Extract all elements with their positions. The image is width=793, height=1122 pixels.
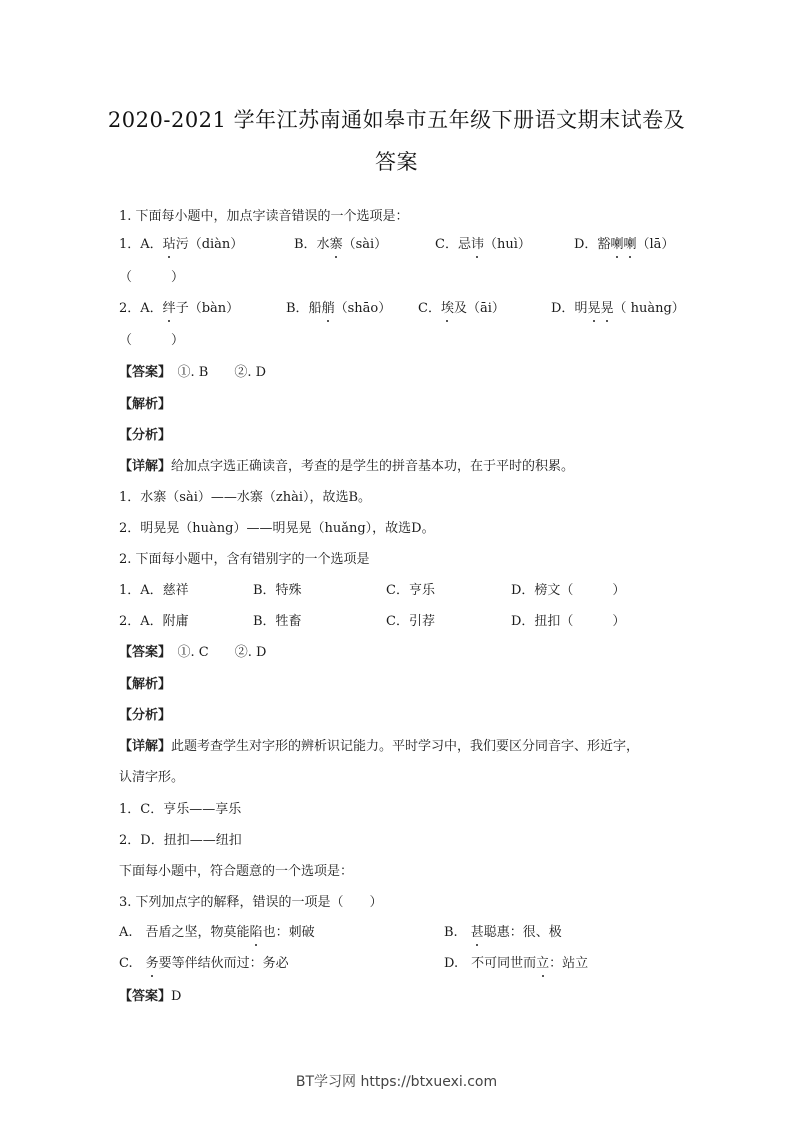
q3-option-c bbox=[119, 956, 289, 972]
q2-sub2-option-a: 2．A．附庸 bbox=[119, 614, 189, 629]
q1-sub1-prefix: 1．A． bbox=[119, 237, 163, 252]
q3-option-b bbox=[444, 925, 562, 941]
option-label: B． bbox=[286, 301, 309, 316]
fenxi-tag: 【分析】 bbox=[119, 428, 172, 443]
document-title-line1: 2020-2021 学年江苏南通如皋市五年级下册语文期末试卷及 bbox=[107, 108, 686, 132]
option-text: （ huàng） bbox=[613, 301, 685, 316]
q2-jiexi-heading bbox=[119, 677, 171, 693]
option-text: 船 bbox=[308, 301, 322, 316]
q1-sub1-option-a bbox=[119, 237, 243, 253]
q2-xiangjie bbox=[119, 739, 639, 755]
q1-explanation-1: 1．水寨（sài）——水寨（zhài），故选B。 bbox=[119, 490, 372, 505]
q2-sub2-option-c: C．引荐 bbox=[386, 614, 435, 629]
dotted-char: 甚 bbox=[470, 925, 484, 940]
q1-sub2-option-d bbox=[551, 301, 685, 317]
q3-answer bbox=[119, 989, 181, 1005]
q1-stem: 1. 下面每小题中，加点字读音错误的一个选项是： bbox=[119, 209, 409, 224]
q1-sub2-answer-blank: （ ） bbox=[119, 333, 185, 348]
q1-sub2-option-c bbox=[418, 301, 505, 317]
option-text: 水 bbox=[316, 237, 330, 252]
option-label: C． bbox=[418, 301, 441, 316]
option-label: D． bbox=[551, 301, 575, 316]
option-text: 污（diàn） bbox=[175, 237, 244, 252]
answer-tag: 【答案】 bbox=[119, 645, 165, 660]
dotted-char: 喇 bbox=[610, 237, 624, 252]
dotted-char: 陷 bbox=[249, 925, 263, 940]
jiexi-tag: 【解析】 bbox=[119, 677, 172, 692]
option-label: D. bbox=[444, 956, 472, 971]
fenxi-tag: 【分析】 bbox=[119, 708, 172, 723]
option-label: D． bbox=[574, 237, 598, 252]
option-text: 子（bàn） bbox=[175, 301, 240, 316]
option-text: （huì） bbox=[483, 237, 531, 252]
q2-sub1-option-a: 1．A．慈祥 bbox=[119, 583, 189, 598]
q3-option-d bbox=[444, 956, 588, 972]
q1-sub2-option-b bbox=[286, 301, 391, 317]
xiangjie-tag: 【详解】 bbox=[119, 459, 172, 474]
option-text: 聪惠：很、极 bbox=[483, 925, 562, 940]
dotted-char: 务 bbox=[145, 956, 159, 971]
q2-xiangjie-continued: 认清字形。 bbox=[119, 770, 185, 785]
q2-sub1-option-d: D．榜文（ ） bbox=[511, 583, 626, 598]
option-text: 也：刺破 bbox=[262, 925, 315, 940]
q2-sub2-option-d: D．扭扣（ ） bbox=[511, 614, 626, 629]
q1-sub2-option-a bbox=[119, 301, 239, 317]
q1-xiangjie bbox=[119, 459, 574, 475]
q3-intro: 下面每小题中，符合题意的一个选项是： bbox=[119, 864, 354, 879]
jiexi-tag: 【解析】 bbox=[119, 397, 172, 412]
dotted-char: 埃 bbox=[440, 301, 454, 316]
dotted-char: 绊 bbox=[162, 301, 176, 316]
dotted-char: 讳 bbox=[470, 237, 484, 252]
answer-tag: 【答案】 bbox=[119, 365, 165, 380]
dotted-char: 玷 bbox=[162, 237, 176, 252]
option-text: 明 bbox=[574, 301, 588, 316]
option-label: C. bbox=[119, 956, 146, 971]
q2-explanation-2: 2．D．扭扣——纽扣 bbox=[119, 833, 242, 848]
dotted-char: 艄 bbox=[321, 301, 335, 316]
option-text: 不可同世而 bbox=[471, 956, 537, 971]
option-label: B. bbox=[444, 925, 471, 940]
dotted-char: 寨 bbox=[329, 237, 343, 252]
xiangjie-tag: 【详解】 bbox=[119, 739, 172, 754]
option-text: （shāo） bbox=[334, 301, 392, 316]
q1-sub2-prefix: 2．A． bbox=[119, 301, 163, 316]
q2-fenxi-heading bbox=[119, 708, 171, 724]
option-text: 忌 bbox=[457, 237, 471, 252]
option-text: （sài） bbox=[342, 237, 388, 252]
option-text: 及（āi） bbox=[453, 301, 505, 316]
q1-sub1-option-c bbox=[435, 237, 531, 253]
q2-answer bbox=[119, 645, 266, 661]
option-text: 吾盾之坚，物莫能 bbox=[145, 925, 250, 940]
footer-watermark: BT学习网 https://btxuexi.com bbox=[295, 1074, 498, 1090]
q3-stem: 3. 下列加点字的解释，错误的一项是（ ） bbox=[119, 895, 383, 910]
option-text: （lā） bbox=[636, 237, 675, 252]
dotted-char: 晃 bbox=[600, 301, 614, 316]
q2-sub1-option-c: C．亨乐 bbox=[386, 583, 435, 598]
document-title-line2: 答案 bbox=[375, 150, 418, 174]
q3-option-a bbox=[119, 925, 315, 941]
dotted-char: 立 bbox=[536, 956, 550, 971]
xiangjie-text: 给加点字选正确读音，考查的是学生的拼音基本功，在于平时的积累。 bbox=[171, 459, 575, 474]
answer-value: ①. B ②. D bbox=[164, 365, 267, 380]
dotted-char: 晃 bbox=[587, 301, 601, 316]
option-label: C． bbox=[435, 237, 458, 252]
q1-sub1-option-d bbox=[574, 237, 674, 253]
q1-explanation-2: 2．明晃晃（huàng）——明晃晃（huǎng），故选D。 bbox=[119, 521, 435, 536]
option-text: ：站立 bbox=[549, 956, 589, 971]
q2-explanation-1: 1．C．亨乐——享乐 bbox=[119, 802, 242, 817]
q2-sub2-option-b: B．牲畜 bbox=[253, 614, 302, 629]
answer-value: D bbox=[171, 989, 182, 1004]
option-label: B． bbox=[294, 237, 317, 252]
q2-sub1-option-b: B．特殊 bbox=[253, 583, 302, 598]
q1-fenxi-heading bbox=[119, 428, 171, 444]
option-text: 豁 bbox=[597, 237, 611, 252]
q1-answer bbox=[119, 365, 266, 381]
q1-sub1-option-b bbox=[294, 237, 387, 253]
q1-jiexi-heading bbox=[119, 397, 171, 413]
q2-stem: 2. 下面每小题中，含有错别字的一个选项是 bbox=[119, 552, 370, 567]
answer-tag: 【答案】 bbox=[119, 989, 172, 1004]
q1-sub1-answer-blank: （ ） bbox=[119, 270, 185, 285]
option-label: A. bbox=[119, 925, 146, 940]
option-text: 要等伴结伙而过：务必 bbox=[158, 956, 289, 971]
dotted-char: 喇 bbox=[623, 237, 637, 252]
xiangjie-text: 此题考查学生对字形的辨析识记能力。平时学习中，我们要区分同音字、形近字， bbox=[171, 739, 640, 754]
answer-value: ①. C ②. D bbox=[164, 645, 267, 660]
